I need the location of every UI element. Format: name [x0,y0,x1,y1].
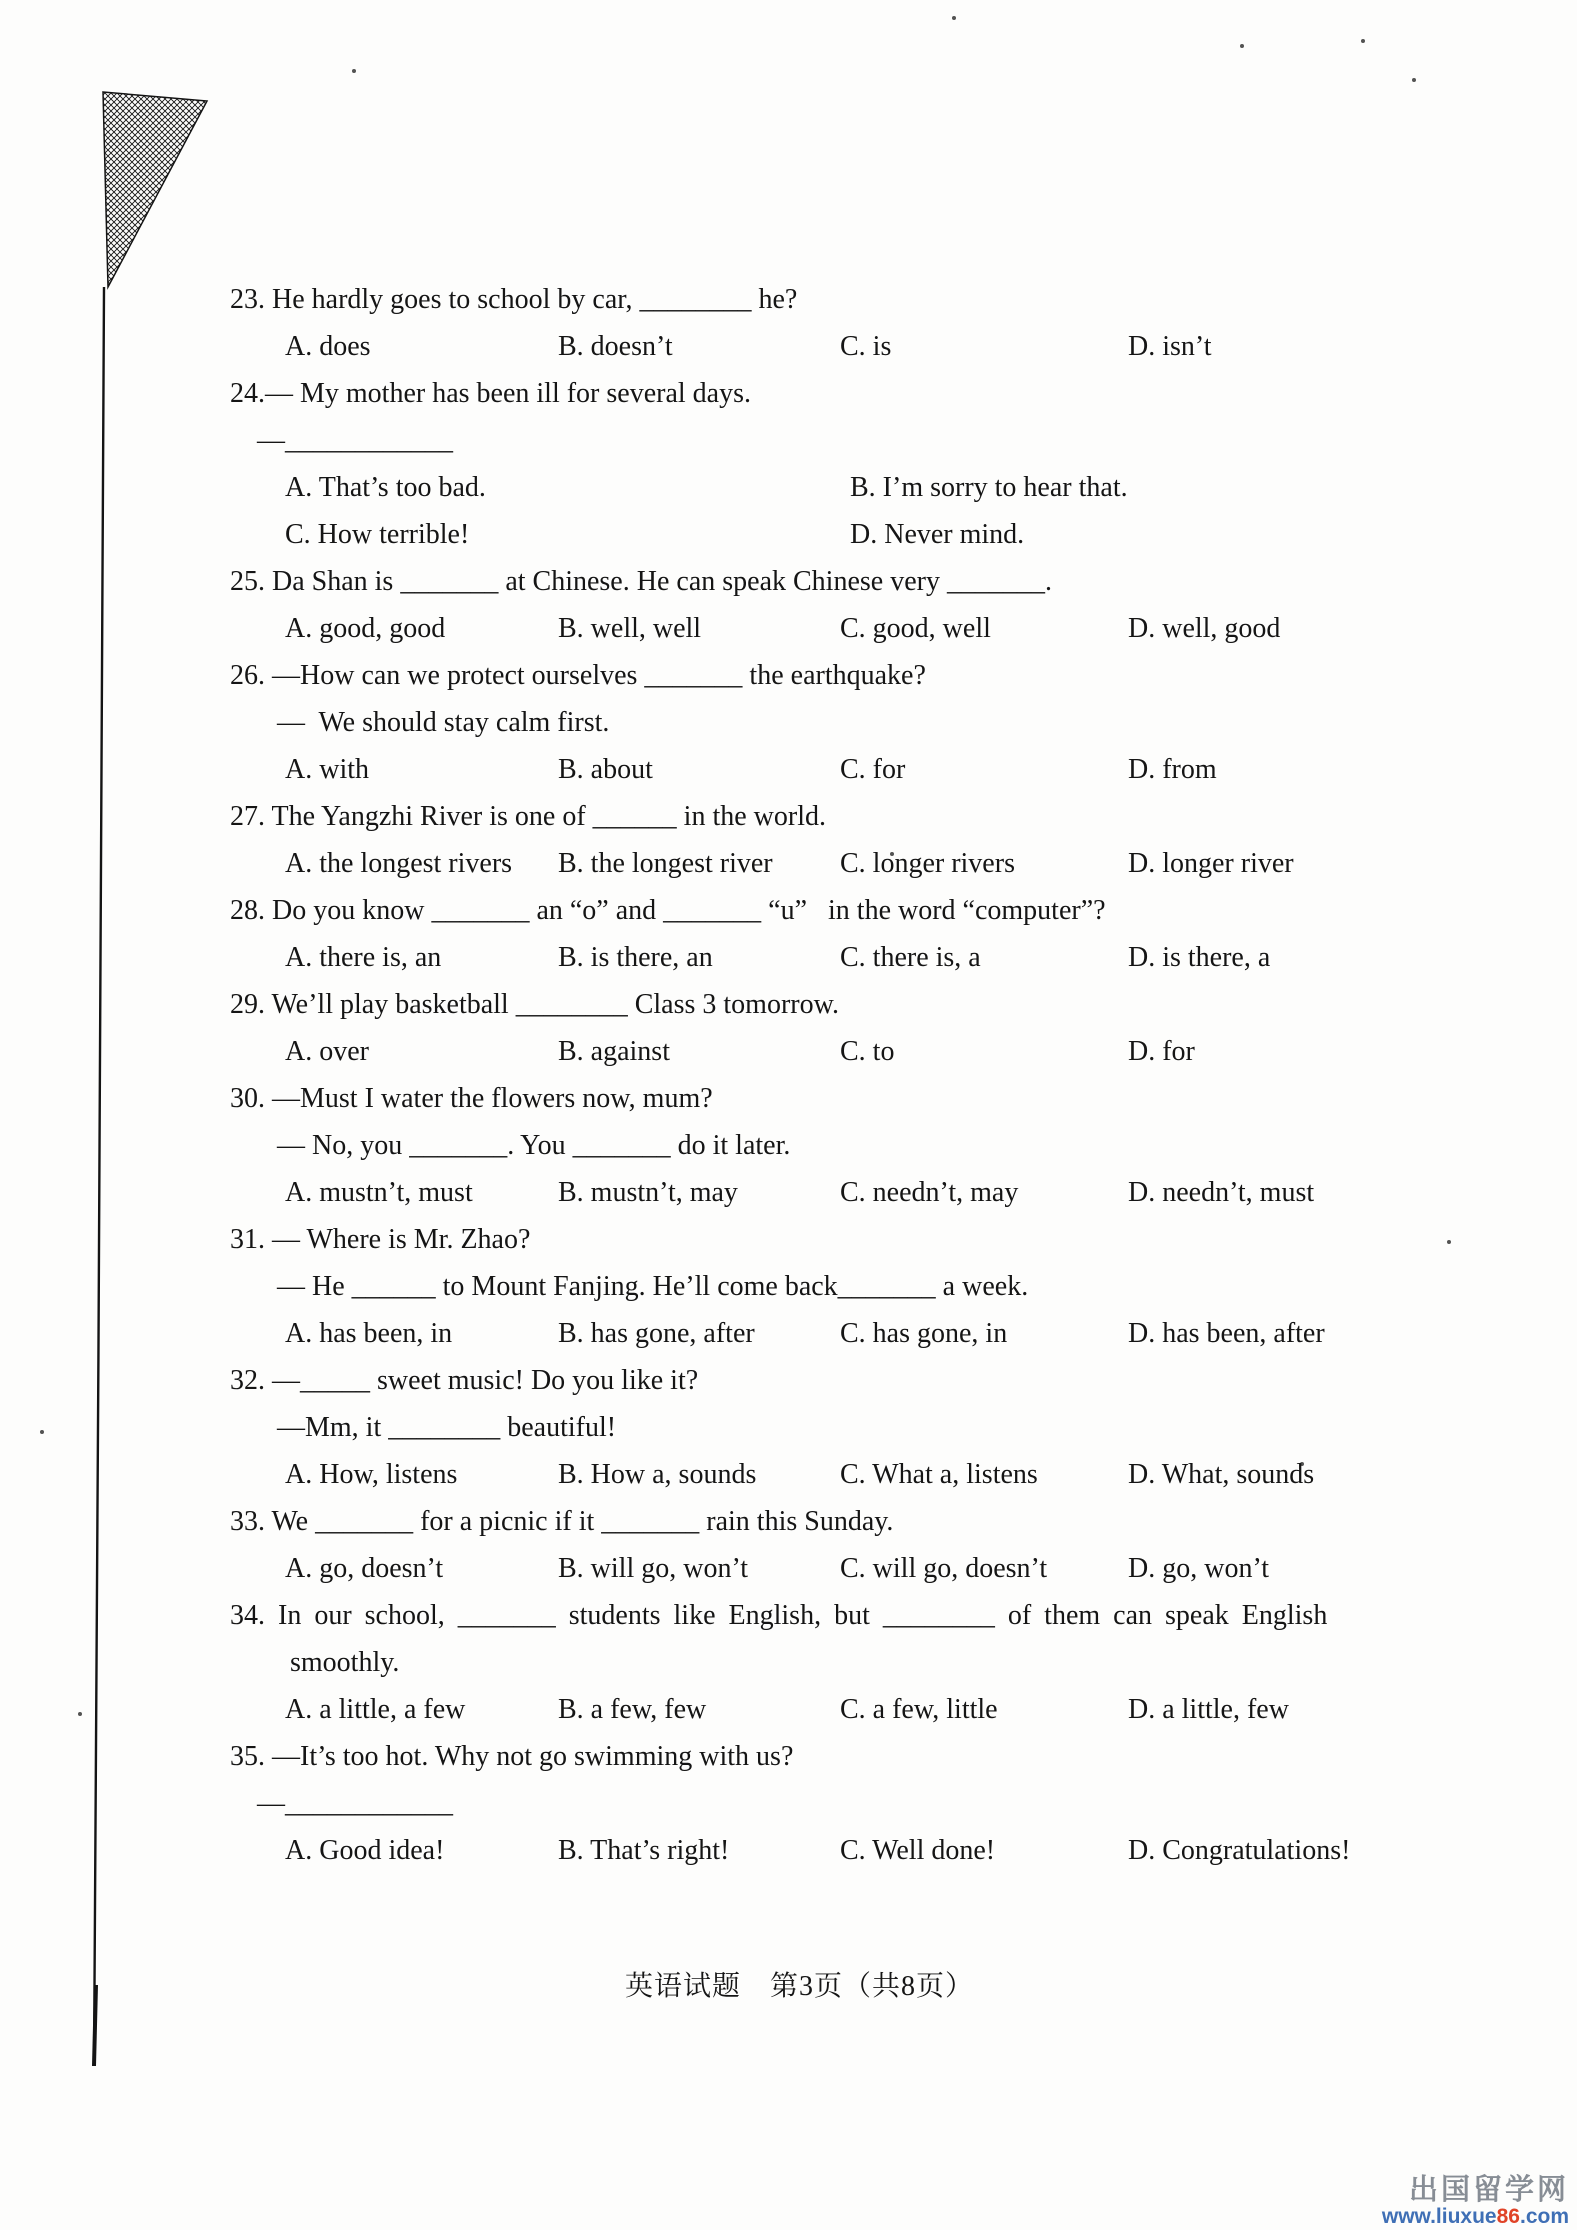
question-30-text: 30. —Must I water the flowers now, mum? [230,1083,713,1114]
option-d: D. go, won’t [1128,1553,1270,1584]
question-23-text: 23. He hardly goes to school by car, ________ he? [230,284,798,315]
question-31-text: 31. — Where is Mr. Zhao? [230,1224,531,1255]
option-c: C. a few, little [840,1694,998,1725]
option-d: D. Congratulations! [1128,1835,1351,1866]
option-d: D. What, sounds [1128,1459,1315,1490]
option-c: C. longer rivers [840,848,1015,879]
question-35-answer-blank: —____________ [257,1788,453,1819]
question-25-text: 25. Da Shan is _______ at Chinese. He can speak Chinese very _______. [230,566,1052,597]
question-30-options [0,1169,1577,1216]
watermark-site-url [1382,2206,1569,2227]
scan-speck [352,69,356,73]
option-c: C. for [840,754,906,785]
option-b: B. is there, an [558,942,713,973]
url-prefix: www.liuxue [1381,2205,1497,2228]
option-b: B. I’m sorry to hear that. [850,472,1128,503]
option-b: B. How a, sounds [558,1459,757,1490]
question-28-options [0,934,1577,981]
option-a: A. does [285,331,371,362]
option-b: B. a few, few [558,1694,707,1725]
option-b: B. That’s right! [558,1835,730,1866]
scan-speck [952,16,956,20]
option-d: D. is there, a [1128,942,1271,973]
question-23-options [0,323,1577,370]
option-c: C. What a, listens [840,1459,1038,1490]
question-24-answer-blank: —____________ [257,425,453,456]
question-31-options [0,1310,1577,1357]
question-25-options [0,605,1577,652]
question-32-text: 32. —_____ sweet music! Do you like it? [230,1365,699,1396]
option-c: C. How terrible! [285,519,470,550]
option-a: A. That’s too bad. [285,472,486,503]
scan-speck [1412,78,1416,82]
question-26-text: 26. —How can we protect ourselves _______ the earthquake? [230,660,926,691]
site-watermark [1382,2176,1569,2227]
option-a: A. a little, a few [285,1694,466,1725]
option-a: A. with [285,754,369,785]
scan-speck [1361,39,1365,43]
option-d: D. needn’t, must [1128,1177,1315,1208]
option-b: B. mustn’t, may [558,1177,738,1208]
question-33-text: 33. We _______ for a picnic if it _______ rain this Sunday. [230,1506,894,1537]
option-a: A. good, good [285,613,446,644]
option-a: A. over [285,1036,369,1067]
question-35-options [0,1827,1577,1874]
question-34-options [0,1686,1577,1733]
question-27-text: 27. The Yangzhi River is one of ______ in the world. [230,801,826,832]
question-26-options [0,746,1577,793]
option-c: C. has gone, in [840,1318,1008,1349]
mesh-triangle [103,92,207,287]
question-30-reply: — No, you _______. You _______ do it later. [277,1130,791,1161]
page-footer: 英语试题 第3页（共8页） [625,1971,975,2002]
option-b: B. against [558,1036,670,1067]
question-32-reply: —Mm, it ________ beautiful! [277,1412,617,1443]
option-b: B. the longest river [558,848,773,879]
option-a: A. the longest rivers [285,848,513,879]
option-b: B. will go, won’t [558,1553,749,1584]
watermark-site-name: 出国留学网 [1408,2174,1569,2206]
option-d: D. a little, few [1128,1694,1289,1725]
option-a: A. has been, in [285,1318,453,1349]
option-a: A. mustn’t, must [285,1177,473,1208]
question-31-reply: — He ______ to Mount Fanjing. He’ll come back_______ a week. [277,1271,1029,1302]
option-d: D. Never mind. [850,519,1025,550]
option-c: C. is [840,331,892,362]
question-27-options [0,840,1577,887]
url-number: 86 [1496,2205,1520,2228]
option-c: C. good, well [840,613,991,644]
question-35-text: 35. —It’s too hot. Why not go swimming with us? [230,1741,794,1772]
scan-edge-line-thick [94,1985,96,2066]
question-29-options [0,1028,1577,1075]
question-34-text: 34. In our school, _______ students like English, but ________ of them can speak English [230,1600,1328,1631]
option-d: D. isn’t [1128,331,1212,362]
questions-section [0,276,1577,1874]
option-b: B. about [558,754,653,785]
option-d: D. has been, after [1128,1318,1325,1349]
option-c: C. needn’t, may [840,1177,1019,1208]
option-d: D. from [1128,754,1217,785]
option-c: C. to [840,1036,895,1067]
question-24-options-row-1 [0,464,1577,511]
question-32-options [0,1451,1577,1498]
option-c: C. Well done! [840,1835,996,1866]
question-33-options [0,1545,1577,1592]
option-b: B. doesn’t [558,331,673,362]
question-34-continuation: smoothly. [290,1647,400,1678]
option-a: A. How, listens [285,1459,458,1490]
option-b: B. well, well [558,613,702,644]
url-suffix: .com [1519,2205,1569,2228]
option-c: C. will go, doesn’t [840,1553,1048,1584]
option-c: C. there is, a [840,942,981,973]
option-a: A. there is, an [285,942,442,973]
question-28-text: 28. Do you know _______ an “o” and _______ “u” in the word “computer”? [230,895,1106,926]
question-26-reply: — We should stay calm first. [277,707,610,738]
option-d: D. longer river [1128,848,1294,879]
option-d: D. for [1128,1036,1195,1067]
scan-speck [1240,44,1244,48]
option-d: D. well, good [1128,613,1281,644]
question-24-text: 24.— My mother has been ill for several days. [230,378,751,409]
question-24-options-row-2 [0,511,1577,558]
option-b: B. has gone, after [558,1318,755,1349]
option-a: A. Good idea! [285,1835,445,1866]
question-29-text: 29. We’ll play basketball ________ Class 3 tomorrow. [230,989,839,1020]
option-a: A. go, doesn’t [285,1553,444,1584]
